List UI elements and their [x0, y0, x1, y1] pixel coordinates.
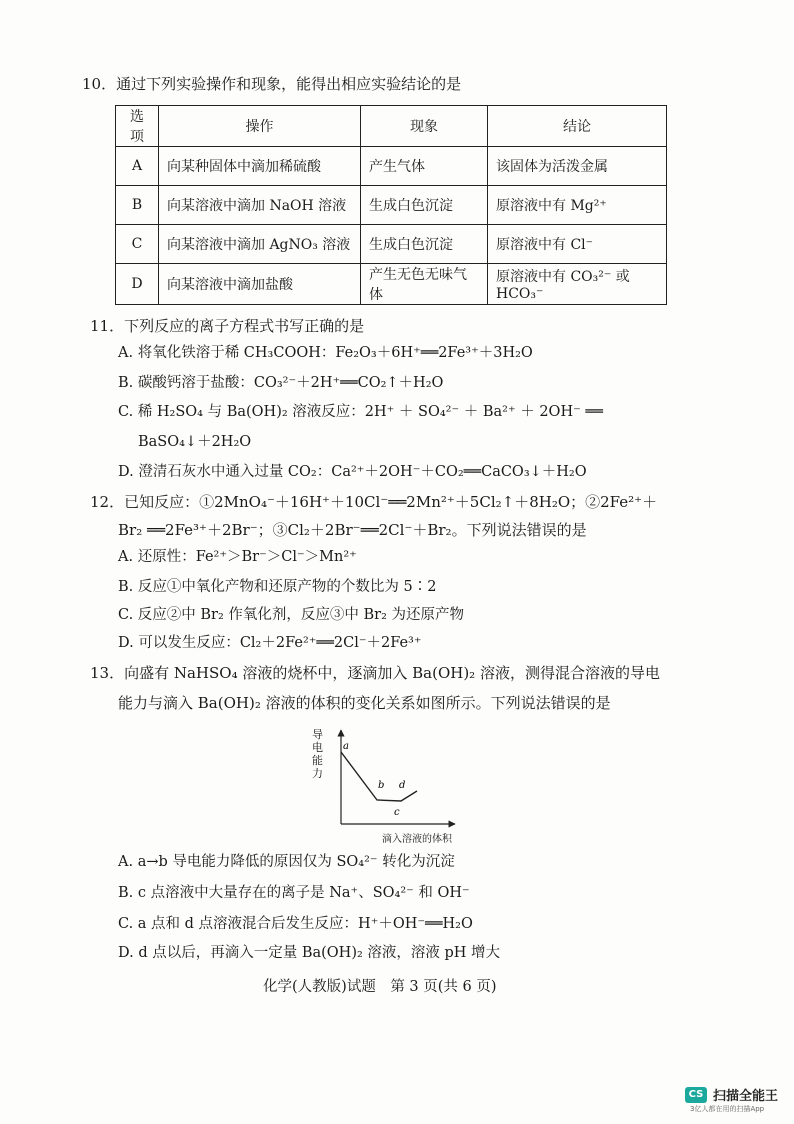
q13-option-d: D. d 点以后，再滴入一定量 Ba(OH)₂ 溶液，溶液 pH 增大 [118, 945, 501, 961]
table-row [116, 186, 667, 225]
table-header-row [116, 106, 667, 147]
point-c-label: c [394, 807, 400, 818]
row-b-phenomenon: 生成白色沉淀 [361, 186, 488, 225]
q11-stem: 11．下列反应的离子方程式书写正确的是 [90, 317, 365, 335]
q11-option-d: D. 澄清石灰水中通入过量 CO₂：Ca²⁺＋2OH⁻＋CO₂══CaCO₃↓＋H₂O [118, 464, 587, 480]
q13-stem-cont: 能力与滴入 Ba(OH)₂ 溶液的体积的变化关系如图所示。下列说法错误的是 [118, 694, 611, 712]
row-c-operation: 向某溶液中滴加 AgNO₃ 溶液 [159, 225, 361, 264]
table-row [116, 264, 667, 305]
q10-table [115, 105, 667, 305]
q12-option-a: A. 还原性：Fe²⁺＞Br⁻＞Cl⁻＞Mn²⁺ [118, 549, 357, 565]
row-c-phenomenon: 生成白色沉淀 [361, 225, 488, 264]
conductivity-curve [341, 752, 417, 801]
row-d-option: D [116, 264, 159, 305]
q12-stem-cont: Br₂ ══2Fe³⁺＋2Br⁻；③Cl₂＋2Br⁻══2Cl⁻＋Br₂。下列说法错误的是 [118, 521, 587, 539]
row-d-phenomenon: 产生无色无味气体 [361, 264, 488, 305]
q10-stem: 10．通过下列实验操作和现象，能得出相应实验结论的是 [82, 75, 462, 93]
row-c-conclusion: 原溶液中有 Cl⁻ [488, 225, 667, 264]
scanner-app-name: 扫描全能王 [713, 1089, 779, 1104]
header-option: 选项 [116, 106, 159, 147]
point-a-label: a [343, 741, 349, 752]
header-conclusion: 结论 [488, 106, 667, 147]
conductivity-graph [305, 722, 485, 846]
row-d-conclusion: 原溶液中有 CO₃²⁻ 或 HCO₃⁻ [488, 264, 667, 305]
page-footer: 化学(人教版)试题 第 3 页(共 6 页) [263, 979, 497, 995]
q11-option-a: A. 将氧化铁溶于稀 CH₃COOH：Fe₂O₃＋6H⁺══2Fe³⁺＋3H₂O [118, 345, 533, 361]
row-a-operation: 向某种固体中滴加稀硫酸 [159, 147, 361, 186]
table-row [116, 225, 667, 264]
q12-option-b: B. 反应①中氧化产物和还原产物的个数比为 5∶2 [118, 579, 437, 595]
scanner-slogan: 3亿人都在用的扫描App [690, 1105, 765, 1113]
point-b-label: b [378, 780, 385, 791]
camscanner-icon: CS [685, 1087, 707, 1103]
q13-option-a: A. a→b 导电能力降低的原因仅为 SO₄²⁻ 转化为沉淀 [118, 854, 455, 870]
scanner-logo [685, 1085, 778, 1104]
q12-option-d: D. 可以发生反应：Cl₂＋2Fe²⁺══2Cl⁻＋2Fe³⁺ [118, 635, 422, 651]
row-a-phenomenon: 产生气体 [361, 147, 488, 186]
row-b-operation: 向某溶液中滴加 NaOH 溶液 [159, 186, 361, 225]
row-a-option: A [116, 147, 159, 186]
point-d-label: d [399, 780, 406, 791]
row-d-operation: 向某溶液中滴加盐酸 [159, 264, 361, 305]
q13-option-b: B. c 点溶液中大量存在的离子是 Na⁺、SO₄²⁻ 和 OH⁻ [118, 885, 470, 901]
q11-option-c-cont: BaSO₄↓＋2H₂O [138, 434, 252, 450]
graph-y-label: 导电能力 [312, 728, 323, 780]
graph-x-label: 滴入溶液的体积 [382, 834, 452, 845]
q12-option-c: C. 反应②中 Br₂ 作氧化剂，反应③中 Br₂ 为还原产物 [118, 607, 465, 623]
q11-option-c: C. 稀 H₂SO₄ 与 Ba(OH)₂ 溶液反应：2H⁺ ＋ SO₄²⁻ ＋ Ba²⁺ ＋ 2OH⁻ ══ [118, 404, 603, 420]
row-c-option: C [116, 225, 159, 264]
q13-option-c: C. a 点和 d 点溶液混合后发生反应：H⁺＋OH⁻══H₂O [118, 916, 473, 932]
q11-option-b: B. 碳酸钙溶于盐酸：CO₃²⁻＋2H⁺══CO₂↑＋H₂O [118, 375, 444, 391]
q12-stem: 12．已知反应：①2MnO₄⁻＋16H⁺＋10Cl⁻══2Mn²⁺＋5Cl₂↑＋8H₂O；②2Fe²⁺＋ [90, 493, 658, 511]
table-row [116, 147, 667, 186]
header-operation: 操作 [159, 106, 361, 147]
row-b-conclusion: 原溶液中有 Mg²⁺ [488, 186, 667, 225]
row-a-conclusion: 该固体为活泼金属 [488, 147, 667, 186]
row-b-option: B [116, 186, 159, 225]
q13-stem: 13．向盛有 NaHSO₄ 溶液的烧杯中，逐滴加入 Ba(OH)₂ 溶液，测得混合溶液的导电 [90, 664, 660, 682]
header-phenomenon: 现象 [361, 106, 488, 147]
